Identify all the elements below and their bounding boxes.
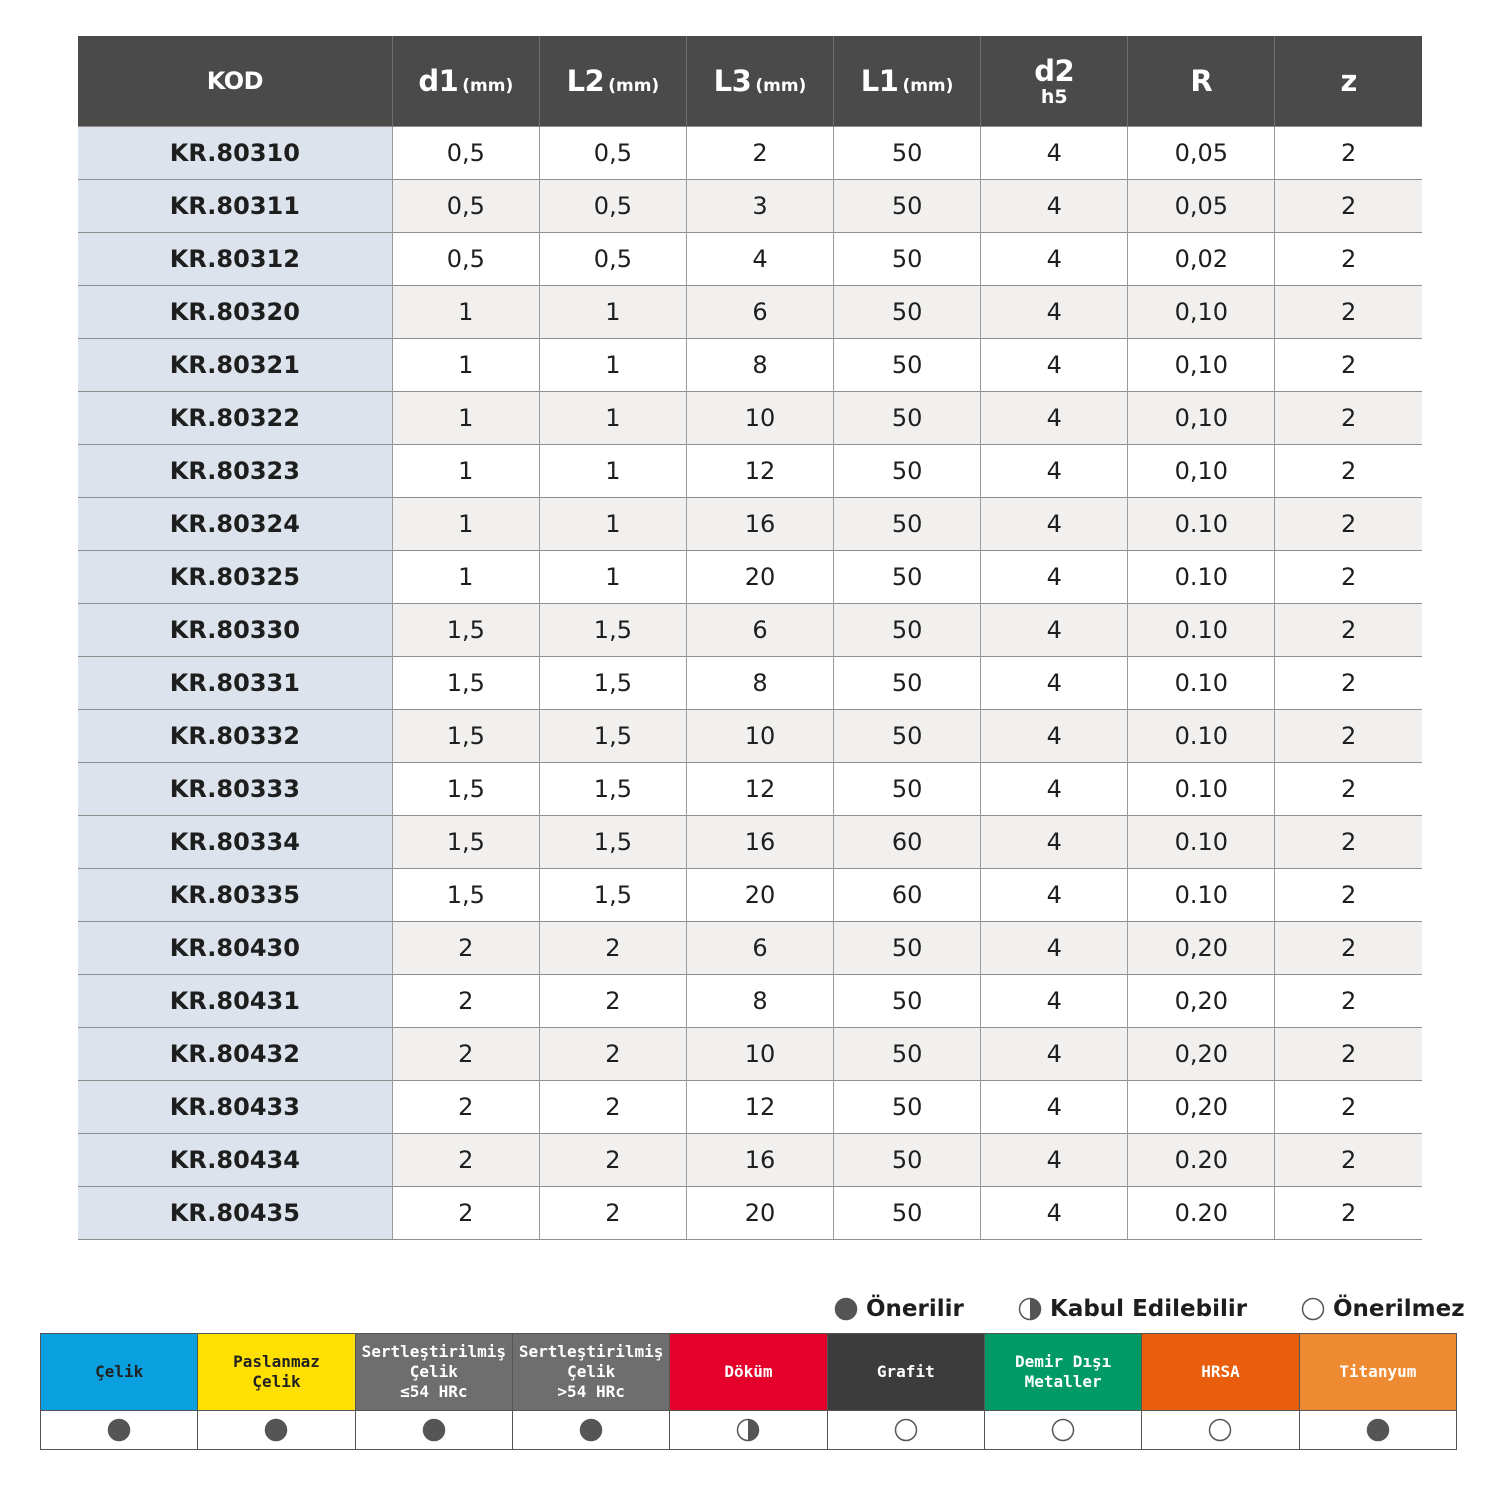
empty-circle-icon bbox=[1301, 1297, 1325, 1321]
cell-z: 2 bbox=[1275, 1028, 1422, 1081]
cell-d2: 4 bbox=[981, 1028, 1128, 1081]
cell-l2: 0,5 bbox=[539, 127, 686, 180]
cell-r: 0.10 bbox=[1128, 763, 1275, 816]
cell-l2: 1 bbox=[539, 286, 686, 339]
cell-r: 0,20 bbox=[1128, 975, 1275, 1028]
cell-d1: 1 bbox=[392, 498, 539, 551]
cell-l3: 16 bbox=[686, 816, 833, 869]
cell-d1: 2 bbox=[392, 975, 539, 1028]
cell-d1: 2 bbox=[392, 1028, 539, 1081]
filled-circle-icon bbox=[579, 1418, 603, 1442]
cell-d2: 4 bbox=[981, 604, 1128, 657]
cell-r: 0.10 bbox=[1128, 710, 1275, 763]
header-d1: d1 (mm) bbox=[392, 36, 539, 127]
cell-r: 0,10 bbox=[1128, 392, 1275, 445]
filled-circle-icon bbox=[834, 1297, 858, 1321]
cell-z: 2 bbox=[1275, 763, 1422, 816]
cell-r: 0.10 bbox=[1128, 657, 1275, 710]
filled-circle-icon bbox=[264, 1418, 288, 1442]
table-row bbox=[78, 657, 1422, 710]
cell-d2: 4 bbox=[981, 1081, 1128, 1134]
material-header bbox=[984, 1334, 1141, 1411]
table-row bbox=[78, 975, 1422, 1028]
cell-l1: 50 bbox=[834, 551, 981, 604]
cell-z: 2 bbox=[1275, 180, 1422, 233]
cell-l2: 1,5 bbox=[539, 604, 686, 657]
header-z: z bbox=[1275, 36, 1422, 127]
cell-d2: 4 bbox=[981, 445, 1128, 498]
legend-not-recommended bbox=[1301, 1296, 1465, 1322]
cell-l1: 50 bbox=[834, 657, 981, 710]
cell-z: 2 bbox=[1275, 286, 1422, 339]
table-row bbox=[78, 1081, 1422, 1134]
cell-z: 2 bbox=[1275, 604, 1422, 657]
cell-d1: 2 bbox=[392, 1187, 539, 1240]
material-rating bbox=[1142, 1411, 1299, 1450]
cell-d1: 1,5 bbox=[392, 869, 539, 922]
material-label: Çelik bbox=[409, 1362, 458, 1381]
header-l1: L1 (mm) bbox=[834, 36, 981, 127]
cell-z: 2 bbox=[1275, 392, 1422, 445]
material-rating bbox=[512, 1411, 669, 1450]
cell-l3: 12 bbox=[686, 763, 833, 816]
material-rating bbox=[670, 1411, 827, 1450]
cell-l2: 2 bbox=[539, 922, 686, 975]
cell-l2: 2 bbox=[539, 1134, 686, 1187]
cell-kod: KR.80324 bbox=[78, 498, 392, 551]
material-header bbox=[670, 1334, 827, 1411]
cell-l2: 0,5 bbox=[539, 233, 686, 286]
material-header bbox=[198, 1334, 355, 1411]
material-rating bbox=[827, 1411, 984, 1450]
cell-z: 2 bbox=[1275, 445, 1422, 498]
cell-l1: 50 bbox=[834, 922, 981, 975]
cell-d1: 1 bbox=[392, 392, 539, 445]
table-row bbox=[78, 1028, 1422, 1081]
cell-l3: 20 bbox=[686, 1187, 833, 1240]
material-label: Demir Dışı bbox=[1014, 1352, 1112, 1371]
cell-r: 0.10 bbox=[1128, 551, 1275, 604]
cell-r: 0,10 bbox=[1128, 339, 1275, 392]
cell-kod: KR.80433 bbox=[78, 1081, 392, 1134]
material-header bbox=[355, 1334, 512, 1411]
cell-z: 2 bbox=[1275, 1134, 1422, 1187]
cell-r: 0.10 bbox=[1128, 816, 1275, 869]
cell-r: 0,20 bbox=[1128, 1081, 1275, 1134]
spec-header-row bbox=[78, 36, 1422, 127]
table-row bbox=[78, 445, 1422, 498]
material-label: >54 HRc bbox=[557, 1382, 625, 1401]
cell-z: 2 bbox=[1275, 233, 1422, 286]
cell-l1: 50 bbox=[834, 1187, 981, 1240]
table-row bbox=[78, 1134, 1422, 1187]
cell-l2: 2 bbox=[539, 1028, 686, 1081]
cell-l3: 16 bbox=[686, 1134, 833, 1187]
cell-kod: KR.80431 bbox=[78, 975, 392, 1028]
header-l3: L3 (mm) bbox=[686, 36, 833, 127]
empty-circle-icon bbox=[1208, 1418, 1232, 1442]
cell-kod: KR.80435 bbox=[78, 1187, 392, 1240]
cell-r: 0.20 bbox=[1128, 1134, 1275, 1187]
cell-l2: 1 bbox=[539, 498, 686, 551]
cell-l1: 50 bbox=[834, 392, 981, 445]
cell-l3: 10 bbox=[686, 1028, 833, 1081]
cell-kod: KR.80334 bbox=[78, 816, 392, 869]
cell-kod: KR.80430 bbox=[78, 922, 392, 975]
cell-r: 0,20 bbox=[1128, 1028, 1275, 1081]
cell-kod: KR.80321 bbox=[78, 339, 392, 392]
filled-circle-icon bbox=[422, 1418, 446, 1442]
empty-circle-icon bbox=[1051, 1418, 1075, 1442]
cell-z: 2 bbox=[1275, 922, 1422, 975]
cell-l3: 2 bbox=[686, 127, 833, 180]
material-header bbox=[512, 1334, 669, 1411]
table-row bbox=[78, 286, 1422, 339]
header-kod: KOD bbox=[78, 36, 392, 127]
material-label: Sertleştirilmiş bbox=[361, 1342, 507, 1361]
cell-l1: 50 bbox=[834, 127, 981, 180]
material-header-row bbox=[41, 1334, 1457, 1411]
cell-d1: 1,5 bbox=[392, 710, 539, 763]
empty-circle-icon bbox=[894, 1418, 918, 1442]
filled-circle-icon bbox=[107, 1418, 131, 1442]
half-circle-icon bbox=[736, 1418, 760, 1442]
cell-l2: 1 bbox=[539, 551, 686, 604]
cell-d2: 4 bbox=[981, 710, 1128, 763]
cell-d1: 0,5 bbox=[392, 180, 539, 233]
cell-d2: 4 bbox=[981, 392, 1128, 445]
cell-d1: 1 bbox=[392, 445, 539, 498]
cell-l3: 20 bbox=[686, 551, 833, 604]
table-row bbox=[78, 763, 1422, 816]
cell-z: 2 bbox=[1275, 710, 1422, 763]
material-label: ≤54 HRc bbox=[400, 1382, 468, 1401]
material-label: Titanyum bbox=[1339, 1362, 1417, 1381]
cell-kod: KR.80332 bbox=[78, 710, 392, 763]
material-header bbox=[827, 1334, 984, 1411]
material-header bbox=[41, 1334, 198, 1411]
material-label: HRSA bbox=[1201, 1362, 1240, 1381]
cell-d1: 2 bbox=[392, 922, 539, 975]
cell-z: 2 bbox=[1275, 127, 1422, 180]
cell-l3: 6 bbox=[686, 604, 833, 657]
cell-z: 2 bbox=[1275, 1081, 1422, 1134]
cell-l3: 10 bbox=[686, 710, 833, 763]
cell-d2: 4 bbox=[981, 975, 1128, 1028]
cell-l3: 12 bbox=[686, 445, 833, 498]
cell-d2: 4 bbox=[981, 816, 1128, 869]
cell-kod: KR.80330 bbox=[78, 604, 392, 657]
cell-l3: 8 bbox=[686, 339, 833, 392]
material-label: Paslanmaz bbox=[233, 1352, 320, 1371]
cell-r: 0,10 bbox=[1128, 445, 1275, 498]
cell-l1: 50 bbox=[834, 180, 981, 233]
cell-kod: KR.80312 bbox=[78, 233, 392, 286]
cell-l2: 1,5 bbox=[539, 816, 686, 869]
cell-kod: KR.80320 bbox=[78, 286, 392, 339]
cell-r: 0,20 bbox=[1128, 922, 1275, 975]
cell-l1: 50 bbox=[834, 710, 981, 763]
cell-l1: 50 bbox=[834, 975, 981, 1028]
cell-d2: 4 bbox=[981, 869, 1128, 922]
cell-kod: KR.80323 bbox=[78, 445, 392, 498]
cell-l2: 1 bbox=[539, 445, 686, 498]
cell-z: 2 bbox=[1275, 498, 1422, 551]
cell-d1: 1,5 bbox=[392, 816, 539, 869]
cell-l3: 12 bbox=[686, 1081, 833, 1134]
cell-z: 2 bbox=[1275, 1187, 1422, 1240]
cell-l3: 10 bbox=[686, 392, 833, 445]
table-row bbox=[78, 180, 1422, 233]
material-rating bbox=[41, 1411, 198, 1450]
table-row bbox=[78, 816, 1422, 869]
header-d2: d2 h5 bbox=[981, 36, 1128, 127]
header-r: R bbox=[1128, 36, 1275, 127]
cell-r: 0.10 bbox=[1128, 604, 1275, 657]
cell-r: 0,02 bbox=[1128, 233, 1275, 286]
material-rating-row bbox=[41, 1411, 1457, 1450]
cell-d1: 1 bbox=[392, 339, 539, 392]
cell-kod: KR.80434 bbox=[78, 1134, 392, 1187]
table-row bbox=[78, 233, 1422, 286]
cell-l1: 60 bbox=[834, 869, 981, 922]
cell-l3: 8 bbox=[686, 975, 833, 1028]
cell-kod: KR.80325 bbox=[78, 551, 392, 604]
table-row bbox=[78, 710, 1422, 763]
cell-d2: 4 bbox=[981, 1187, 1128, 1240]
table-row bbox=[78, 1187, 1422, 1240]
cell-d2: 4 bbox=[981, 180, 1128, 233]
material-table bbox=[40, 1333, 1457, 1450]
cell-kod: KR.80331 bbox=[78, 657, 392, 710]
cell-z: 2 bbox=[1275, 869, 1422, 922]
material-rating bbox=[198, 1411, 355, 1450]
table-row bbox=[78, 869, 1422, 922]
cell-r: 0.10 bbox=[1128, 869, 1275, 922]
cell-d2: 4 bbox=[981, 657, 1128, 710]
cell-d2: 4 bbox=[981, 551, 1128, 604]
cell-l1: 50 bbox=[834, 1028, 981, 1081]
cell-r: 0,10 bbox=[1128, 286, 1275, 339]
cell-l1: 50 bbox=[834, 498, 981, 551]
cell-d2: 4 bbox=[981, 498, 1128, 551]
header-l2: L2 (mm) bbox=[539, 36, 686, 127]
cell-l2: 0,5 bbox=[539, 180, 686, 233]
table-row bbox=[78, 604, 1422, 657]
cell-l3: 6 bbox=[686, 286, 833, 339]
cell-d2: 4 bbox=[981, 339, 1128, 392]
cell-d2: 4 bbox=[981, 127, 1128, 180]
cell-l1: 50 bbox=[834, 339, 981, 392]
cell-l1: 50 bbox=[834, 1081, 981, 1134]
cell-l1: 50 bbox=[834, 286, 981, 339]
cell-l2: 1,5 bbox=[539, 869, 686, 922]
cell-l2: 1,5 bbox=[539, 657, 686, 710]
table-row bbox=[78, 498, 1422, 551]
cell-d2: 4 bbox=[981, 233, 1128, 286]
cell-l2: 2 bbox=[539, 1081, 686, 1134]
cell-r: 0,05 bbox=[1128, 127, 1275, 180]
table-row bbox=[78, 339, 1422, 392]
cell-z: 2 bbox=[1275, 975, 1422, 1028]
legend-recommended-label: Önerilir bbox=[866, 1296, 964, 1322]
cell-d1: 1 bbox=[392, 551, 539, 604]
cell-kod: KR.80311 bbox=[78, 180, 392, 233]
cell-d1: 2 bbox=[392, 1134, 539, 1187]
cell-l1: 50 bbox=[834, 1134, 981, 1187]
material-header bbox=[1299, 1334, 1456, 1411]
material-label: Çelik bbox=[95, 1362, 144, 1381]
filled-circle-icon bbox=[1366, 1418, 1390, 1442]
legend-acceptable-label: Kabul Edilebilir bbox=[1050, 1296, 1248, 1322]
cell-d1: 2 bbox=[392, 1081, 539, 1134]
material-rating bbox=[1299, 1411, 1456, 1450]
cell-d1: 1,5 bbox=[392, 604, 539, 657]
legend bbox=[0, 1296, 1500, 1330]
material-label: Sertleştirilmiş bbox=[518, 1342, 664, 1361]
half-circle-icon bbox=[1018, 1297, 1042, 1321]
cell-z: 2 bbox=[1275, 551, 1422, 604]
cell-d2: 4 bbox=[981, 1134, 1128, 1187]
cell-l2: 1,5 bbox=[539, 763, 686, 816]
cell-z: 2 bbox=[1275, 339, 1422, 392]
cell-d2: 4 bbox=[981, 922, 1128, 975]
material-label: Çelik bbox=[252, 1372, 301, 1391]
material-label: Çelik bbox=[567, 1362, 616, 1381]
cell-r: 0,05 bbox=[1128, 180, 1275, 233]
cell-d1: 1 bbox=[392, 286, 539, 339]
cell-l2: 2 bbox=[539, 1187, 686, 1240]
cell-l2: 2 bbox=[539, 975, 686, 1028]
material-rating bbox=[355, 1411, 512, 1450]
table-row bbox=[78, 922, 1422, 975]
material-label: Metaller bbox=[1024, 1372, 1102, 1391]
cell-l1: 50 bbox=[834, 604, 981, 657]
cell-l3: 4 bbox=[686, 233, 833, 286]
cell-d1: 0,5 bbox=[392, 127, 539, 180]
spec-body bbox=[78, 127, 1422, 1240]
cell-l2: 1,5 bbox=[539, 710, 686, 763]
table-row bbox=[78, 392, 1422, 445]
cell-d1: 0,5 bbox=[392, 233, 539, 286]
cell-l1: 50 bbox=[834, 233, 981, 286]
cell-kod: KR.80322 bbox=[78, 392, 392, 445]
cell-r: 0.10 bbox=[1128, 498, 1275, 551]
cell-l3: 3 bbox=[686, 180, 833, 233]
cell-l2: 1 bbox=[539, 339, 686, 392]
material-rating bbox=[984, 1411, 1141, 1450]
cell-d2: 4 bbox=[981, 286, 1128, 339]
cell-kod: KR.80335 bbox=[78, 869, 392, 922]
cell-z: 2 bbox=[1275, 657, 1422, 710]
cell-l1: 50 bbox=[834, 445, 981, 498]
cell-l3: 8 bbox=[686, 657, 833, 710]
legend-recommended bbox=[834, 1296, 964, 1322]
table-row bbox=[78, 127, 1422, 180]
legend-not-recommended-label: Önerilmez bbox=[1333, 1296, 1465, 1322]
material-label: Grafit bbox=[876, 1362, 935, 1381]
cell-l3: 6 bbox=[686, 922, 833, 975]
cell-l2: 1 bbox=[539, 392, 686, 445]
cell-l3: 16 bbox=[686, 498, 833, 551]
cell-kod: KR.80310 bbox=[78, 127, 392, 180]
cell-l3: 20 bbox=[686, 869, 833, 922]
spec-table bbox=[78, 36, 1422, 1240]
cell-kod: KR.80333 bbox=[78, 763, 392, 816]
cell-d1: 1,5 bbox=[392, 763, 539, 816]
cell-l1: 60 bbox=[834, 816, 981, 869]
material-header bbox=[1142, 1334, 1299, 1411]
cell-r: 0.20 bbox=[1128, 1187, 1275, 1240]
table-row bbox=[78, 551, 1422, 604]
cell-z: 2 bbox=[1275, 816, 1422, 869]
cell-d2: 4 bbox=[981, 763, 1128, 816]
cell-kod: KR.80432 bbox=[78, 1028, 392, 1081]
cell-d1: 1,5 bbox=[392, 657, 539, 710]
cell-l1: 50 bbox=[834, 763, 981, 816]
material-label: Döküm bbox=[724, 1362, 773, 1381]
legend-acceptable bbox=[1018, 1296, 1247, 1322]
